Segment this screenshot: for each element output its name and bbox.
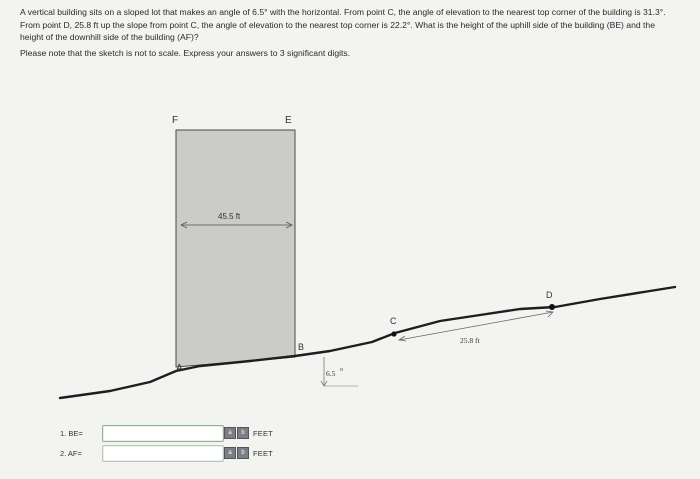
answer-label-af: 2. AF=: [60, 448, 82, 458]
label-B: B: [298, 342, 305, 352]
degree-symbol: o: [340, 367, 343, 373]
unit-picker-icon[interactable]: b: [237, 427, 249, 439]
label-F: F: [172, 115, 179, 126]
width-label: 45.5 ft: [218, 212, 241, 221]
unit-picker-icon[interactable]: a: [224, 427, 236, 439]
label-A: A: [176, 363, 183, 374]
angle-label: 6.5: [326, 369, 336, 378]
af-answer-input[interactable]: [102, 445, 224, 462]
point-C: [391, 331, 396, 336]
building-rect: [176, 130, 295, 367]
label-C: C: [390, 316, 397, 326]
angle-marker: [321, 357, 358, 386]
unit-label-be: FEET: [253, 428, 273, 438]
be-answer-input[interactable]: [102, 425, 224, 442]
unit-picker-icon[interactable]: b: [237, 447, 249, 459]
point-D: [549, 304, 555, 310]
unit-label-af: FEET: [253, 448, 273, 458]
answer-label-be: 1. BE=: [60, 428, 83, 438]
answer-row-be: [60, 422, 273, 444]
unit-group-be: [224, 427, 273, 439]
slope-distance-label: 25.8 ft: [460, 336, 480, 345]
problem-text: A vertical building sits on a sloped lot that makes an angle of 6.5° with the horizontal. From point C, the angle of elevation to the nearest top corner of the building is 31.3°. From point D, 25.8 ft up the slope from point C, the angle of elevation to the nearest top corner is 22.2°. What is the height of the uphill side of the building (BE) and the height of the downhill side of the building (AF)?: [20, 7, 666, 42]
unit-picker-icon[interactable]: a: [224, 447, 236, 459]
ground-line: [60, 287, 675, 398]
answer-row-af: [60, 442, 273, 464]
label-D: D: [546, 290, 553, 300]
label-E: E: [285, 115, 292, 126]
problem-note: Please note that the sketch is not to scale. Express your answers to 3 significant digits.: [20, 47, 351, 58]
unit-group-af: [224, 447, 273, 459]
